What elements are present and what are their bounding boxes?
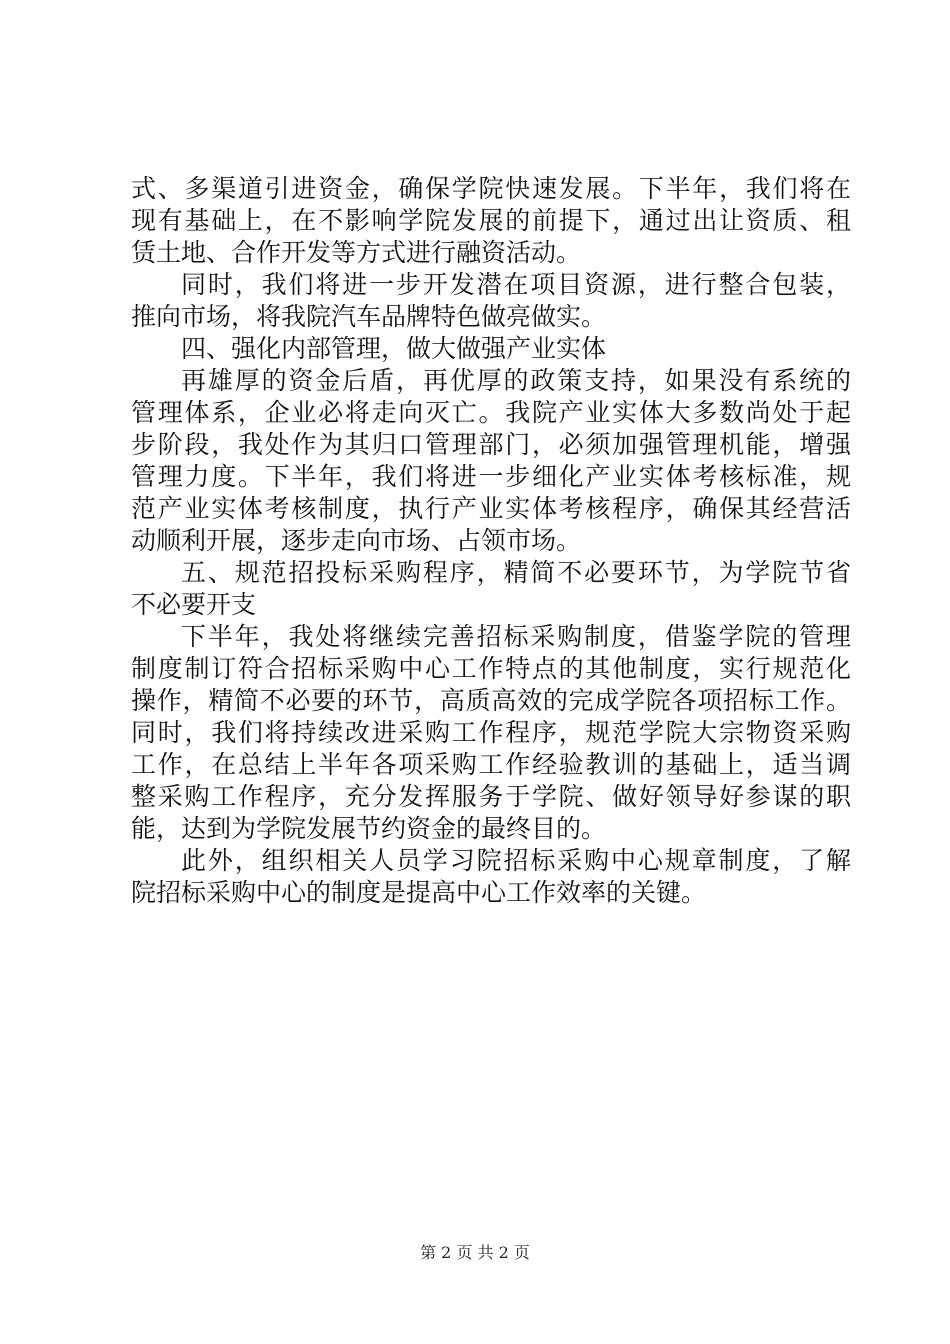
text-line: 管理力度。下半年，我们将进一步细化产业实体考核标准，规 [131, 462, 851, 491]
text-line: 推向市场，将我院汽车品牌特色做亮做实。 [131, 302, 607, 331]
text-line: 四、强化内部管理，做大做强产业实体 [181, 334, 607, 363]
text-line: 下半年，我处将继续完善招标采购制度，借鉴学院的管理 [181, 622, 851, 651]
text-line: 赁土地、合作开发等方式进行融资活动。 [131, 238, 582, 267]
text-line: 动顺利开展，逐步走向市场、占领市场。 [131, 526, 582, 555]
text-line: 五、规范招投标采购程序，精简不必要环节，为学院节省 [181, 558, 851, 587]
text-line: 不必要开支 [131, 590, 257, 619]
text-line: 步阶段，我处作为其归口管理部门，必须加强管理机能，增强 [131, 430, 851, 459]
text-line: 再雄厚的资金后盾，再优厚的政策支持，如果没有系统的 [181, 366, 851, 395]
text-line: 操作，精简不必要的环节，高质高效的完成学院各项招标工作。 [131, 686, 851, 715]
text-line: 式、多渠道引进资金，确保学院快速发展。下半年，我们将在 [131, 174, 851, 203]
text-line: 同时，我们将进一步开发潜在项目资源，进行整合包装， [181, 270, 851, 299]
text-line: 整采购工作程序，充分发挥服务于学院、做好领导好参谋的职 [131, 782, 851, 811]
text-line: 工作，在总结上半年各项采购工作经验教训的基础上，适当调 [131, 750, 851, 779]
document-body [131, 173, 851, 909]
text-line: 院招标采购中心的制度是提高中心工作效率的关键。 [131, 878, 707, 907]
text-line: 管理体系，企业必将走向灭亡。我院产业实体大多数尚处于起 [131, 398, 851, 427]
text-line: 范产业实体考核制度，执行产业实体考核程序，确保其经营活 [131, 494, 851, 523]
page-footer: 第 2 页 共 2 页 [420, 1243, 530, 1262]
text-line: 现有基础上，在不影响学院发展的前提下，通过出让资质、租 [131, 206, 851, 235]
text-line: 此外，组织相关人员学习院招标采购中心规章制度，了解 [181, 846, 851, 875]
text-line: 制度制订符合招标采购中心工作特点的其他制度，实行规范化 [131, 654, 851, 683]
text-line: 同时，我们将持续改进采购工作程序，规范学院大宗物资采购 [131, 718, 851, 747]
text-line: 能，达到为学院发展节约资金的最终目的。 [131, 814, 607, 843]
